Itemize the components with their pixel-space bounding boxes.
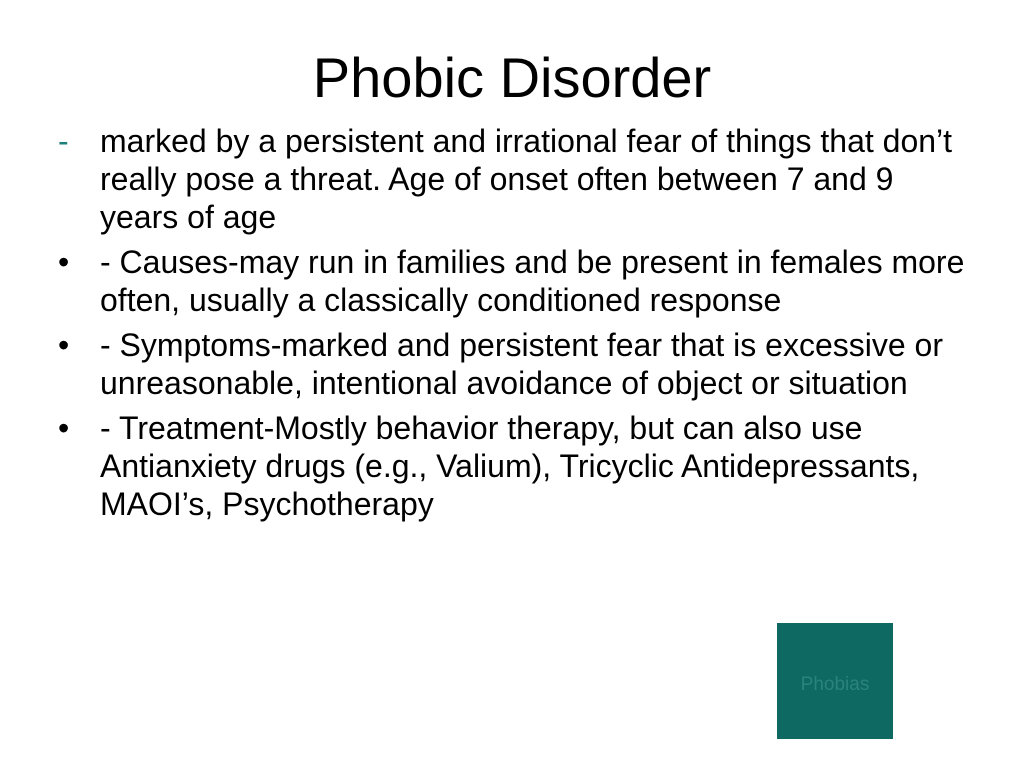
dash-marker: - xyxy=(58,123,69,159)
bullet-item-treatment xyxy=(58,409,968,523)
bullet-marker: • xyxy=(58,410,70,446)
slide-title: Phobic Disorder xyxy=(312,46,712,109)
bullet-text-symptoms: - Symptoms-marked and persistent fear that is excessive or unreasonable, intentional avoidance of object or situation xyxy=(100,327,943,401)
image-label: Phobias xyxy=(800,674,870,695)
bullet-text-treatment: - Treatment-Mostly behavior therapy, but can also use Antianxiety drugs (e.g., Valium), Tricyclic Antidepressants, MAOI’s, Psychotherapy xyxy=(100,410,920,522)
bullet-item-definition xyxy=(58,122,968,236)
bullet-text-definition: marked by a persistent and irrational fear of things that don’t really pose a threat. Age of onset often between 7 and 9 years of age xyxy=(100,123,953,235)
bullet-item-symptoms xyxy=(58,326,968,402)
bullet-list xyxy=(58,122,968,530)
bullet-marker: • xyxy=(58,327,70,363)
bullet-item-causes xyxy=(58,243,968,319)
phobias-image-placeholder xyxy=(777,623,893,739)
bullet-marker: • xyxy=(58,244,70,280)
bullet-text-causes: - Causes-may run in families and be present in females more often, usually a classically conditioned response xyxy=(100,244,965,318)
